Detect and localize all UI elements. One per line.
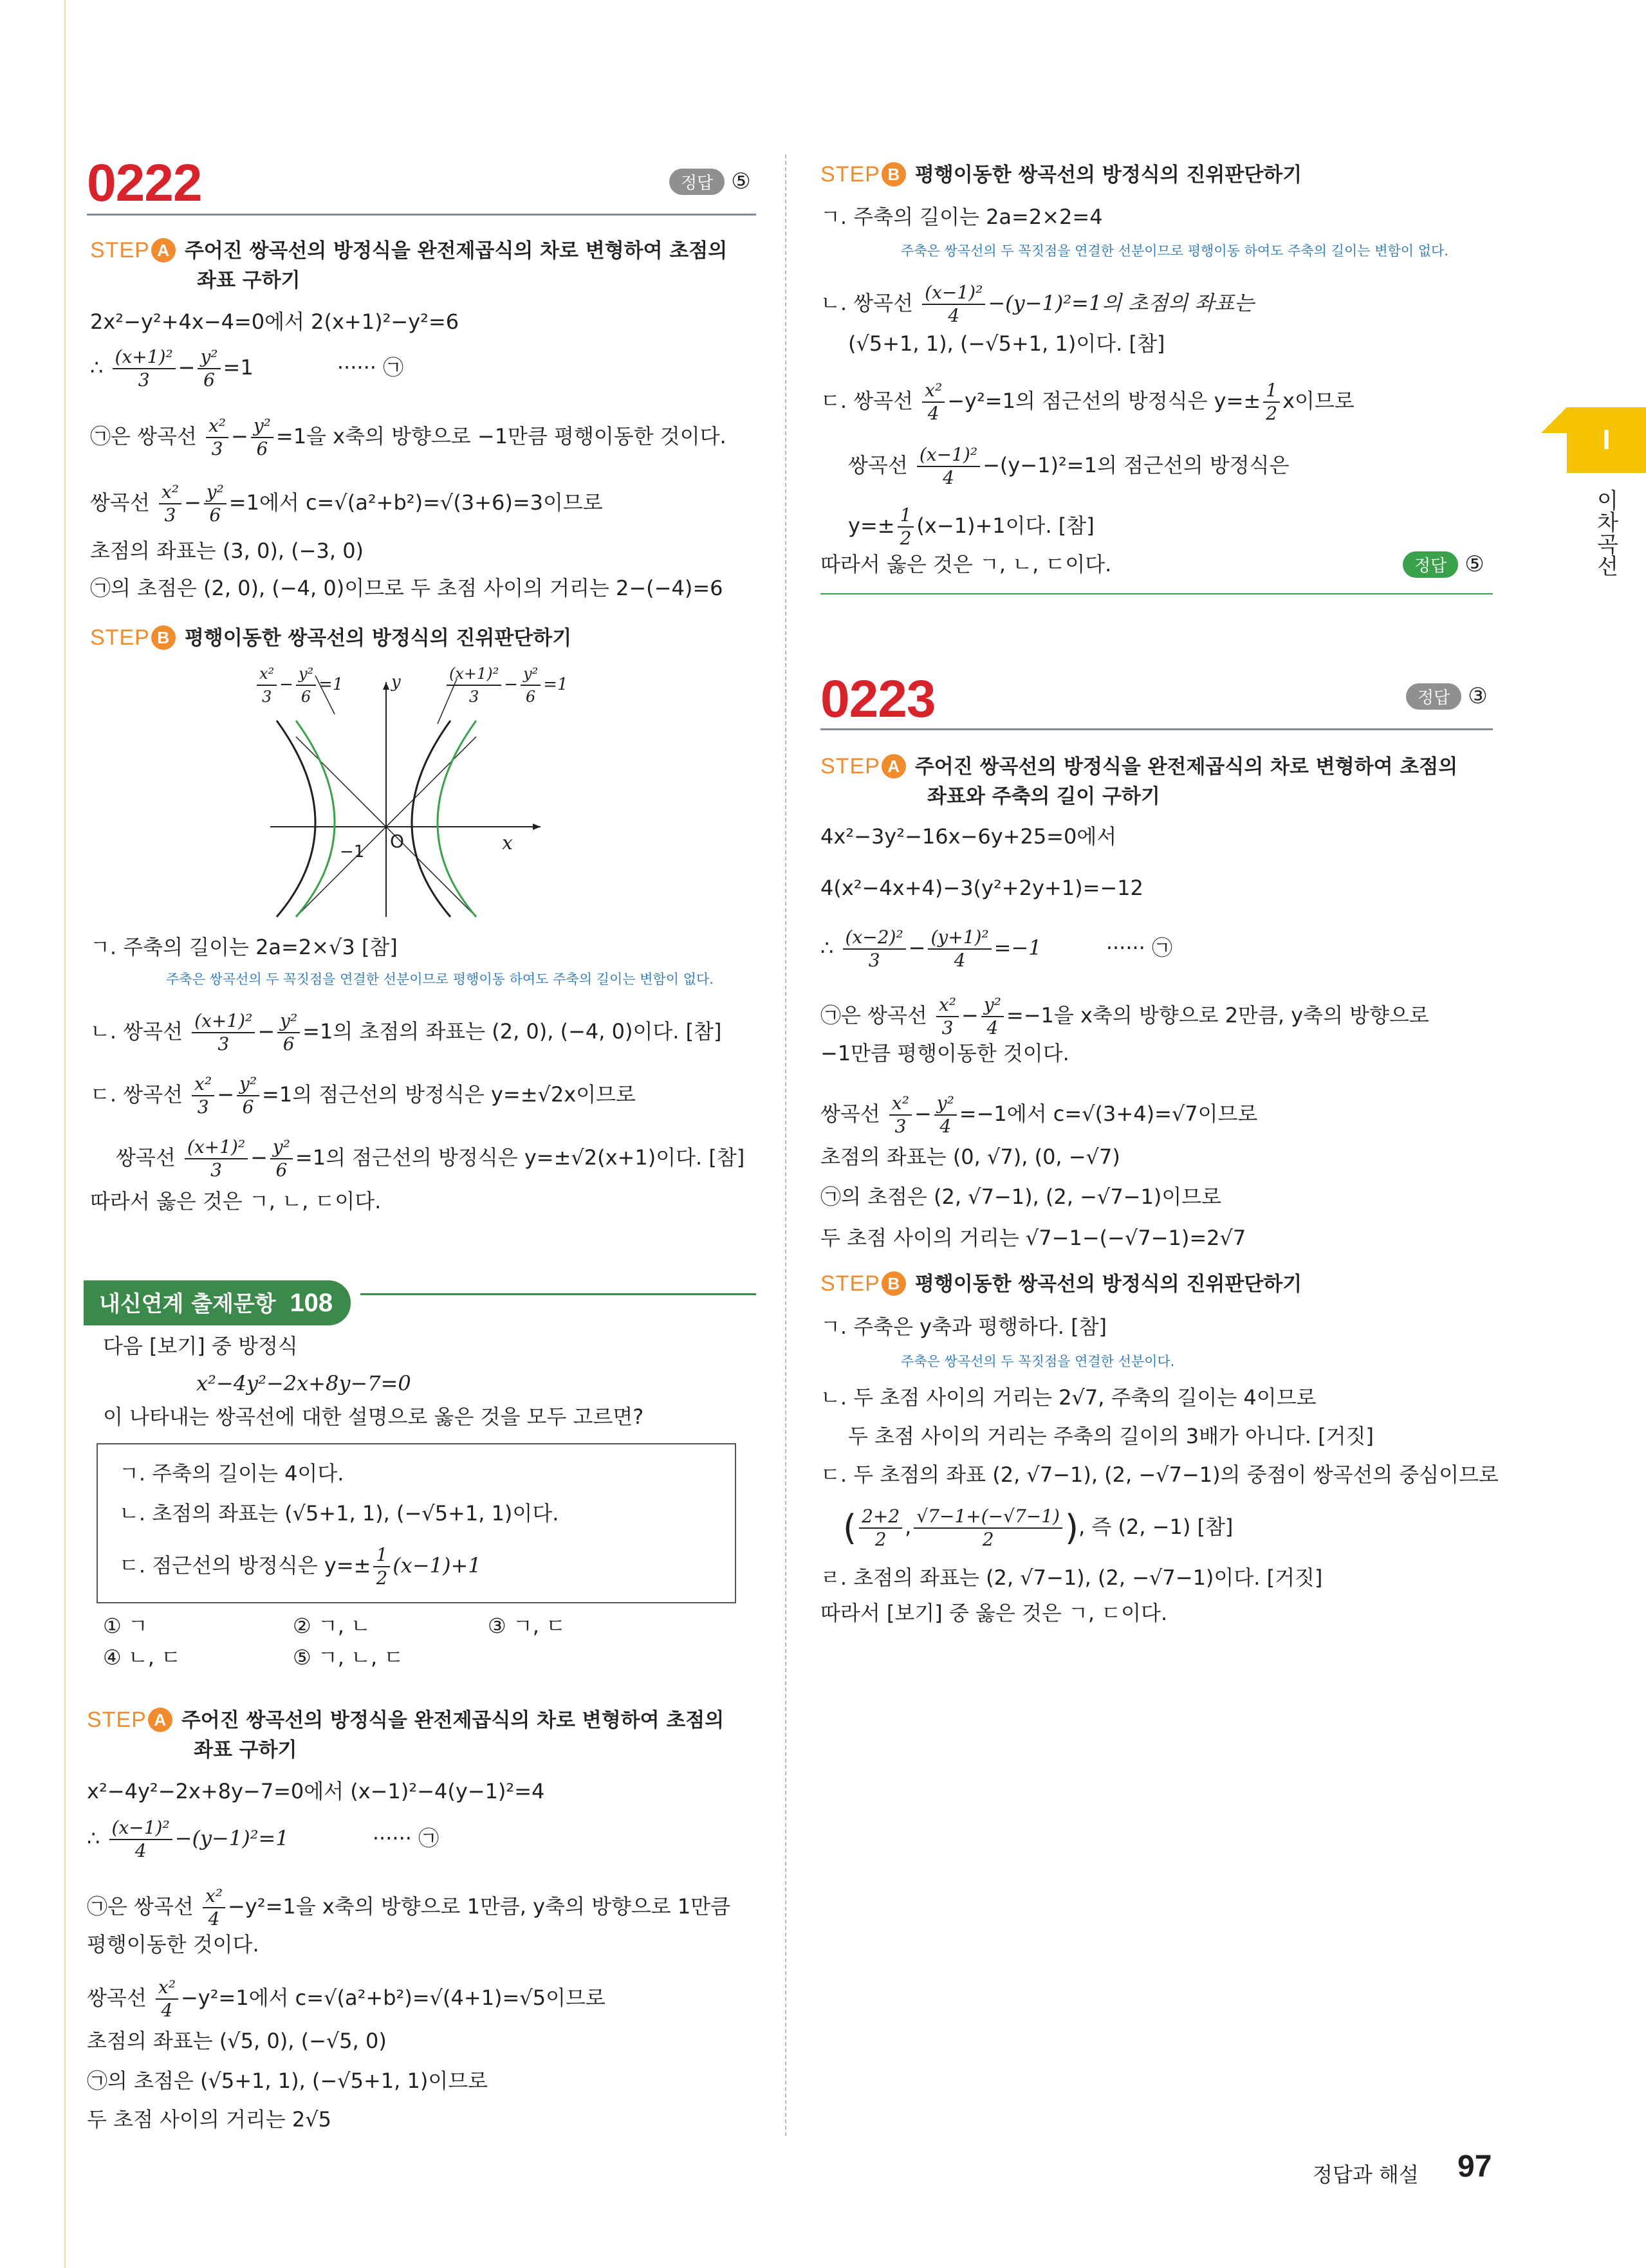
fraction: $\frac{\text{y²}}{4}$ [981,994,1004,1039]
step-letter: A [148,1708,172,1732]
text-line: ㉠의 초점은 (√5+1, 1), (−√5+1, 1)이므로 [87,2069,488,2093]
naesin-banner [84,1280,351,1325]
step-word: STEP [87,1708,147,1732]
fraction: $\frac{\text{y²}}{6}$ [277,1010,300,1055]
text-span: −(y−1)²=1의 초점의 좌표는 [988,291,1255,315]
step-letter: A [882,754,906,779]
step-letter: B [151,625,176,650]
fraction: $\frac{\text{x²}}{3}$ [889,1093,912,1138]
step-a-heading [820,751,1457,811]
step-word: STEP [90,625,150,650]
header-rule [87,214,756,216]
conclusion-line: 따라서 옳은 것은 ㄱ, ㄴ, ㄷ이다. [90,1189,382,1213]
fraction: $\frac{\text{x²}}{3}$ [936,994,959,1039]
text-span: (x−1)+1이다. [참] [916,513,1095,538]
text-span: x이므로 [1282,389,1355,413]
conclusion-line: 따라서 [보기] 중 옳은 것은 ㄱ, ㄷ이다. [820,1601,1168,1625]
item-line [848,504,1095,549]
choice: ③ ㄱ, ㄷ [488,1614,566,1638]
therefore-symbol: ∴ [820,936,834,960]
step-title-cont: 좌표와 주축의 길이 구하기 [927,785,1160,808]
boggi-item: ㄴ. 초점의 좌표는 (√5+1, 1), (−√5+1, 1)이다. [119,1501,559,1526]
boggi-item [119,1544,481,1589]
step-word: STEP [90,238,150,263]
answer-label: 정답 [669,169,725,195]
text-span: =−1에서 c=√(3+4)=√7이므로 [959,1102,1258,1126]
text-line: 2x²−y²+4x−4=0에서 2(x+1)²−y²=6 [90,309,459,334]
naesin-rule [360,1293,756,1295]
y-axis-label: y [391,672,401,692]
fraction: $\frac{1}{2}$ [1263,380,1280,425]
fraction: $\frac{\text{y²}}{6}$ [270,1136,293,1181]
label-ref: ······ ㉠ [372,1826,439,1850]
problem-number-0223: 0223 [820,670,936,728]
note-text: 주축은 쌍곡선의 두 꼭짓점을 연결한 선분이므로 평행이동 하여도 주축의 길이는 변함이 없다. [166,972,714,987]
item-line: ㄹ. 초점의 좌표는 (2, √7−1), (2, −√7−1)이다. [거짓] [820,1565,1323,1590]
label-ref: ······ ㉠ [337,355,404,380]
chapter-tab[interactable]: I [1567,407,1646,473]
fraction: $\frac{2+2}{2}$ [859,1506,902,1551]
therefore-symbol: ∴ [90,355,104,380]
text-line: 두 초점 사이의 거리는 √7−1−(−√7−1)=2√7 [820,1226,1246,1250]
answer-value: ⑤ [731,169,751,194]
step-title: 평행이동한 쌍곡선의 방정식의 진위판단하기 [914,163,1302,187]
step-title: 평행이동한 쌍곡선의 방정식의 진위판단하기 [184,627,572,650]
fraction: $\frac{1}{2}$ [898,504,914,549]
fraction: $\frac{\text{y²}}{6}$ [204,481,227,526]
fraction: $\frac{\text{x²}}{4}$ [922,380,945,425]
graph-eq-2: $\frac{\text{(x+1)²}}{3}$ − $\frac{\text{y²}}{6}$ =1 [444,663,568,708]
choice: ① ㄱ [103,1614,148,1638]
item-line: 쌍곡선 $\frac{\text{(x+1)²}}{3}$ − $\frac{\text{y²}}{6}$ =1의 점근선의 방정식은 y=±√2(x+1)이다. [참] [116,1136,745,1181]
text-span: ㉠은 쌍곡선 [820,1003,927,1028]
fraction: $\frac{\text{(y+1)²}}{4}$ [928,927,991,972]
item-line: ㄱ. 주축의 길이는 2a=2×√3 [참] [90,935,398,959]
question-line: 이 나타내는 쌍곡선에 대한 설명으로 옳은 것을 모두 고르면? [103,1405,644,1429]
text-span: ㄷ. 쌍곡선 [820,389,913,413]
text-span: 쌍곡선 [87,1986,147,2010]
text-span: =1에서 c=√(a²+b²)=√(3+6)=3이므로 [228,490,603,515]
page-number: 97 [1457,2150,1492,2184]
page-edge [64,0,66,2268]
text-span: =−1을 x축의 방향으로 2만큼, y축의 방향으로 [1006,1003,1429,1028]
text-line [87,1885,730,1930]
equation-tail: =1 [223,355,254,380]
side-tab-corner [1541,407,1567,433]
step-title-cont: 좌표 구하기 [194,1738,297,1762]
chapter-label: 이차곡선 [1593,489,1618,576]
step-a-heading [87,1705,724,1765]
answer-label: 정답 [1406,683,1461,710]
text-span: 쌍곡선 [848,453,908,477]
fraction: $\frac{\text{x²}}{3}$ [206,415,228,460]
item-line: 두 초점 사이의 거리는 주축의 길이의 3배가 아니다. [거짓] [848,1424,1374,1448]
text-line: 초점의 좌표는 (√5, 0), (−√5, 0) [87,2029,387,2053]
fraction: $\frac{\text{y²}}{6}$ [198,346,220,391]
origin-label: O [390,831,405,852]
footer-label: 정답과 해설 [1313,2162,1419,2187]
text-line: −1만큼 평행이동한 것이다. [820,1041,1069,1065]
paren-close: ) [1064,1507,1079,1548]
note-text: 주축은 쌍곡선의 두 꼭짓점을 연결한 선분이다. [901,1354,1175,1369]
answer-badge [1403,551,1484,578]
text-span: ㄴ. 쌍곡선 [90,1019,183,1044]
item-line: ㄴ. 쌍곡선 $\frac{\text{(x+1)²}}{3}$ − $\frac{\text{y²}}{6}$ =1의 초점의 좌표는 (2, 0), (−4, 0)이다. [참] [90,1010,722,1055]
text-span: −(y−1)²=1 [174,1826,289,1850]
question-line: 다음 [보기] 중 방정식 [103,1334,298,1358]
step-b-heading [820,160,1302,190]
fraction: $\frac{\text{x²}}{4}$ [203,1885,225,1930]
fraction: $\frac{\text{x²}}{3}$ [192,1073,214,1118]
text-line: 초점의 좌표는 (0, √7), (0, −√7) [820,1145,1120,1169]
fraction: $\frac{\text{(x+1)²}}{3}$ [113,346,176,391]
paren-open: ( [843,1507,857,1548]
text-line: ㉠은 쌍곡선 $\frac{\text{x²}}{3}$ − $\frac{\text{y²}}{4}$ =−1을 x축의 방향으로 2만큼, y축의 방향으로 [820,994,1429,1038]
text-line: 초점의 좌표는 (3, 0), (−3, 0) [90,539,364,563]
item-line: ㄷ. 두 초점의 좌표 (2, √7−1), (2, −√7−1)의 중점이 쌍곡선의 중심이므로 [820,1462,1499,1487]
text-line: 쌍곡선 $\frac{\text{x²}}{3}$ − $\frac{\text{y²}}{6}$ =1에서 c=√(a²+b²)=√(3+6)=3이므로 [90,481,603,526]
step-title: 주어진 쌍곡선의 방정식을 완전제곱식의 차로 변형하여 초점의 [914,755,1458,779]
text-line [87,1977,606,2022]
text-span: 쌍곡선 [90,490,150,515]
step-title-cont: 좌표 구하기 [197,269,301,292]
text-line [87,1817,439,1862]
choice: ⑤ ㄱ, ㄴ, ㄷ [293,1645,404,1670]
text-span: ㉠은 쌍곡선 [90,424,197,448]
step-word: STEP [820,162,880,187]
fraction: $\frac{\text{y²}}{6}$ [237,1073,259,1118]
text-line: 쌍곡선 $\frac{\text{x²}}{3}$ − $\frac{\text{y²}}{4}$ =−1에서 c=√(3+4)=√7이므로 [820,1093,1258,1137]
item-line [820,282,1254,327]
minus-one-label: −1 [340,842,365,862]
text-span: ㄷ. 쌍곡선 [90,1082,183,1107]
item-line: (√5+1, 1), (−√5+1, 1)이다. [참] [848,331,1165,356]
answer-badge-0222 [669,169,751,195]
text-line: ∴ $\frac{\text{(x−2)²}}{3}$ − $\frac{\text{(y+1)²}}{4}$ =−1 ······ ㉠ [820,927,1173,971]
item-line: ㄱ. 주축의 길이는 2a=2×2=4 [820,205,1103,229]
text-span: =1을 x축의 방향으로 −1만큼 평행이동한 것이다. [275,424,726,448]
label-ref: ······ ㉠ [1105,936,1173,960]
item-line: ㄴ. 두 초점 사이의 거리는 2√7, 주축의 길이는 4이므로 [820,1385,1317,1410]
column-divider [785,154,786,2136]
text-span: , 즉 (2, −1) [참] [1078,1515,1234,1539]
choice: ④ ㄴ, ㄷ [103,1645,181,1670]
step-word: STEP [820,1271,880,1296]
item-line: ㄷ. 쌍곡선 $\frac{\text{x²}}{3}$ − $\frac{\text{y²}}{6}$ =1의 점근선의 방정식은 y=±√2x이므로 [90,1073,636,1118]
step-b-heading [90,623,571,653]
fraction: $\frac{\text{(x−1)²}}{4}$ [922,282,985,327]
text-line: ㉠의 초점은 (2, √7−1), (2, −√7−1)이므로 [820,1185,1222,1209]
text-span: =1의 점근선의 방정식은 y=±√2x이므로 [262,1082,636,1107]
text-line: x²−4y²−2x+8y−7=0에서 (x−1)²−4(y−1)²=4 [87,1779,545,1803]
step-letter: A [151,238,176,263]
step-b-heading [820,1269,1302,1299]
graph-eq-1: $\frac{\text{x²}}{3}$ − $\frac{\text{y²}}{6}$ =1 [254,663,343,708]
text-span: =1의 점근선의 방정식은 y=±√2(x+1)이다. [참] [295,1145,745,1170]
text-span: ㄴ. 쌍곡선 [820,291,913,315]
fraction: $\frac{\text{x²}}{3}$ [159,481,181,526]
text-span: ㄷ. 점근선의 방정식은 y=± [119,1553,371,1578]
section-rule [820,593,1493,595]
answer-value: ⑤ [1465,551,1484,577]
therefore-symbol: ∴ [87,1826,100,1850]
text-span: =1의 초점의 좌표는 (2, 0), (−4, 0)이다. [참] [302,1019,722,1044]
text-span: −y²=1의 점근선의 방정식은 y=± [947,389,1261,413]
text-span: −y²=1을 x축의 방향으로 1만큼, y축의 방향으로 1만큼 [228,1894,731,1919]
question-equation: x²−4y²−2x+8y−7=0 [196,1371,411,1396]
fraction: $\frac{1}{2}$ [373,1544,390,1589]
fraction: $\frac{\text{x²}}{4}$ [156,1977,178,2022]
item-line: ㄱ. 주축은 y축과 평행하다. [참] [820,1314,1107,1339]
answer-value: ③ [1468,683,1488,709]
item-line [820,380,1355,425]
step-letter: B [882,162,906,187]
text-span: −(y−1)²=1의 점근선의 방정식은 [983,453,1290,477]
text-span: −y²=1에서 c=√(a²+b²)=√(4+1)=√5이므로 [180,1986,606,2010]
text-line: 4x²−3y²−16x−6y+25=0에서 [820,824,1117,849]
choice: ② ㄱ, ㄴ [293,1614,371,1638]
text-span: 쌍곡선 [116,1145,176,1170]
conclusion-line: 따라서 옳은 것은 ㄱ, ㄴ, ㄷ이다. [820,552,1112,576]
y-axis-arrow [383,682,389,690]
step-letter: B [882,1271,906,1296]
naesin-number: 108 [290,1289,333,1317]
fraction: $\frac{\text{(x+1)²}}{3}$ [185,1136,248,1181]
step-word: STEP [820,754,880,779]
naesin-label: 내신연계 출제문항 [99,1291,276,1317]
hyperbola-shifted-right [412,721,450,917]
hyperbola-original-right [438,721,476,917]
x-axis-label: x [502,832,513,854]
text-line: 두 초점 사이의 거리는 2√5 [87,2107,332,2132]
step-title: 평행이동한 쌍곡선의 방정식의 진위판단하기 [914,1273,1302,1296]
fraction: $\frac{\text{(x−1)²}}{4}$ [917,444,980,489]
step-title: 주어진 쌍곡선의 방정식을 완전제곱식의 차로 변형하여 초점의 [184,239,728,263]
text-line: ㉠의 초점은 (2, 0), (−4, 0)이므로 두 초점 사이의 거리는 2−(−4)=6 [90,576,723,600]
text-line: 4(x²−4x+4)−3(y²+2y+1)=−12 [820,876,1143,900]
answer-label: 정답 [1403,551,1458,578]
fraction: $\frac{\text{(x−1)²}}{4}$ [109,1817,172,1862]
text-line: ∴ $\frac{\text{(x+1)²}}{3}$ − $\frac{\text{y²}}{6}$ =1 ······ ㉠ [90,346,404,391]
text-span: y=± [848,513,895,538]
text-span: ㉠은 쌍곡선 [87,1894,194,1919]
problem-number-0222: 0222 [87,154,202,212]
text-span: 쌍곡선 [820,1102,880,1126]
text-line: ㉠은 쌍곡선 $\frac{\text{x²}}{3}$ − $\frac{\text{y²}}{6}$ =1을 x축의 방향으로 −1만큼 평행이동한 것이다. [90,415,726,459]
note-text: 주축은 쌍곡선의 두 꼭짓점을 연결한 선분이므로 평행이동 하여도 주축의 길이는 변함이 없다. [901,243,1448,259]
text-span: (x−1)+1 [393,1553,481,1578]
fraction: $\frac{\text{y²}}{4}$ [934,1093,957,1138]
text-line: 평행이동한 것이다. [87,1932,259,1957]
boggi-item: ㄱ. 주축의 길이는 4이다. [119,1461,344,1486]
step-a-heading [90,235,727,295]
x-axis-arrow [533,824,541,830]
fraction: $\frac{\text{(x−2)²}}{3}$ [843,927,906,972]
fraction: $\frac{\text{(x+1)²}}{3}$ [192,1010,255,1055]
item-line [848,444,1290,489]
header-rule [820,728,1493,730]
item-line: ( $\frac{2+2}{2}$ , $\frac{√7-1+(-√7-1)}{2}$ ), 즉 (2, −1) [참] [843,1506,1234,1550]
text-span: =−1 [994,936,1042,960]
step-title: 주어진 쌍곡선의 방정식을 완전제곱식의 차로 변형하여 초점의 [181,1709,725,1732]
answer-badge-0223 [1406,683,1488,710]
fraction: $\frac{√7-1+(-√7-1)}{2}$ [914,1506,1062,1551]
fraction: $\frac{\text{y²}}{6}$ [251,415,273,460]
